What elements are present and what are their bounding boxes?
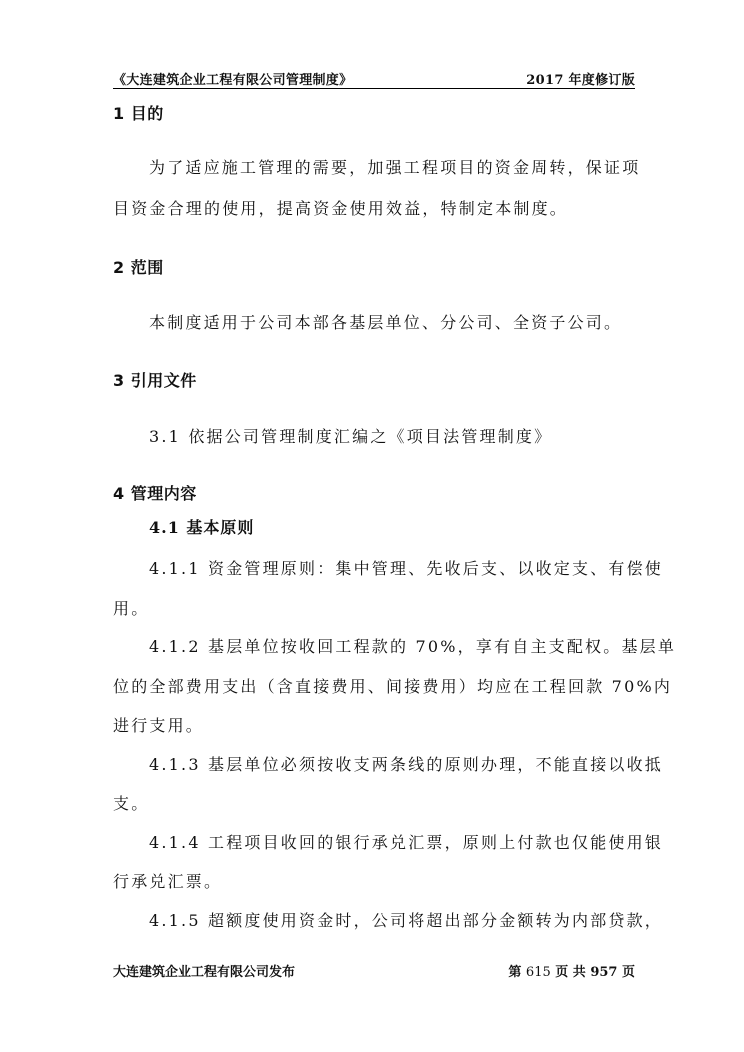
page-prefix: 第 [508, 965, 526, 980]
footer-publisher: 大连建筑企业工程有限公司发布 [113, 965, 296, 980]
page-middle: 页 共 [550, 965, 591, 980]
section-2-heading: 2 范围 [113, 258, 164, 277]
clause-4-1-4-line-1: 4.1.4 工程项目收回的银行承兑汇票，原则上付款也仅能使用银 [149, 833, 663, 852]
section-3-heading: 3 引用文件 [113, 371, 197, 390]
clause-4-1-4-line-2: 行承兑汇票。 [113, 872, 223, 891]
header-edition: 2017 年度修订版 [526, 73, 635, 88]
clause-4-1-3-line-2: 支。 [113, 794, 150, 813]
header-document-title: 《大连建筑企业工程有限公司管理制度》 [113, 73, 353, 88]
page-suffix: 页 [617, 965, 635, 980]
section-4-1-heading: 4.1 基本原则 [149, 518, 255, 537]
clause-4-1-2-line-2: 位的全部费用支出（含直接费用、间接费用）均应在工程回款 70%内 [113, 677, 673, 696]
section-2-text-line-1: 本制度适用于公司本部各基层单位、分公司、全资子公司。 [149, 313, 623, 332]
clause-4-1-2-line-3: 进行支用。 [113, 716, 205, 735]
section-3-text-line-1: 3.1 依据公司管理制度汇编之《项目法管理制度》 [149, 427, 553, 446]
footer-page-info [508, 961, 635, 980]
page-header [113, 64, 635, 89]
current-page-number: 615 [525, 965, 551, 980]
clause-4-1-3-line-1: 4.1.3 基层单位必须按收支两条线的原则办理，不能直接以收抵 [149, 755, 663, 774]
clause-4-1-1-line-2: 用。 [113, 599, 150, 618]
section-1-text-line-2: 目资金合理的使用，提高资金使用效益，特制定本制度。 [113, 199, 569, 218]
section-4-heading: 4 管理内容 [113, 484, 197, 503]
clause-4-1-1-line-1: 4.1.1 资金管理原则：集中管理、先收后支、以收定支、有偿使 [149, 559, 663, 578]
clause-4-1-2-line-1: 4.1.2 基层单位按收回工程款的 70%，享有自主支配权。基层单 [149, 637, 677, 656]
clause-4-1-5-line-1: 4.1.5 超额度使用资金时，公司将超出部分金额转为内部贷款， [149, 911, 663, 930]
section-1-text-line-1: 为了适应施工管理的需要，加强工程项目的资金周转，保证项 [149, 158, 641, 177]
total-page-number: 957 [590, 965, 618, 980]
section-1-heading: 1 目的 [113, 104, 164, 123]
